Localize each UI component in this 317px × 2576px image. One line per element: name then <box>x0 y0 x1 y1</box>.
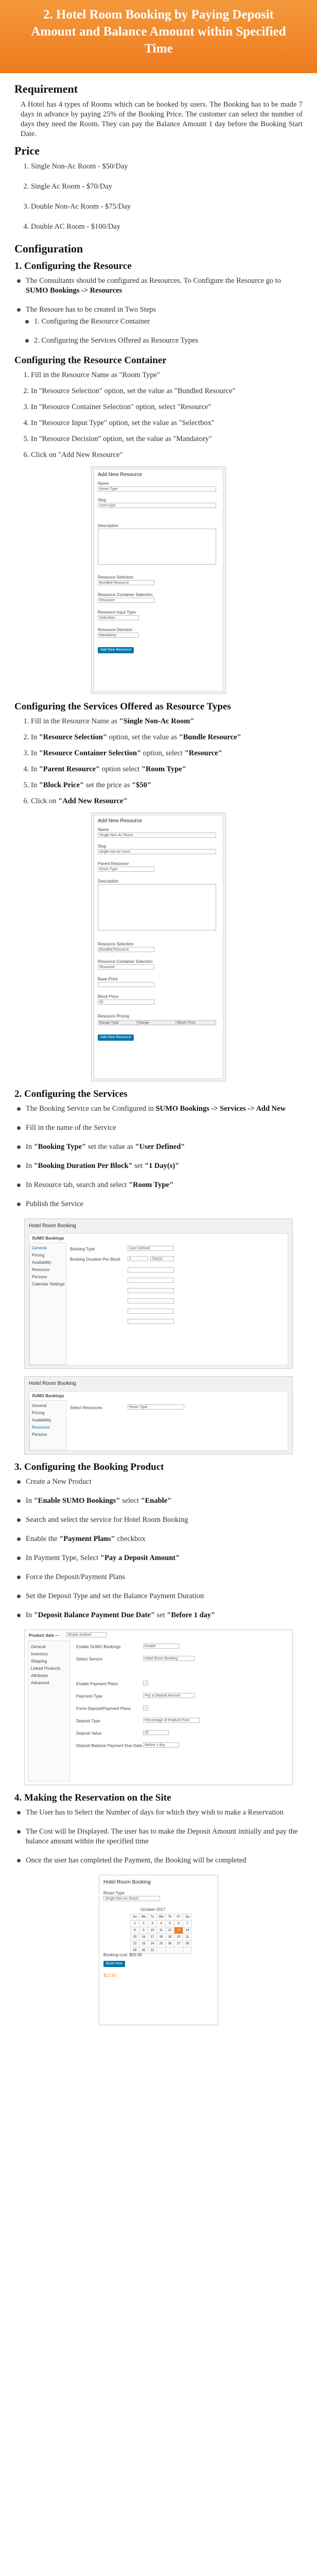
list-item: In "Booking Duration Per Block" set "1 Day(s)" <box>26 1161 303 1171</box>
slug-input[interactable]: room-type <box>98 503 216 508</box>
due-date-select[interactable]: Before 1 day <box>143 1742 179 1748</box>
list-item: Set the Deposit Type and set the Balance Payment Duration <box>26 1591 303 1601</box>
reservation-list <box>14 1808 303 1866</box>
price-list <box>14 162 303 232</box>
price-item: 2. Single Ac Room - $70/Day <box>31 182 303 192</box>
product-list <box>14 1477 303 1620</box>
price-item: 1. Single Non-Ac Room - $50/Day <box>31 162 303 172</box>
list-item: The Resoure has to be created in Two Steps 1. Configuring the Resource Container 2. Configuring the Services Offered as Resource Types <box>26 305 303 346</box>
tab-resource[interactable]: Resource <box>32 1425 50 1430</box>
service-title: Hotel Room Booking <box>29 1223 76 1229</box>
services-list <box>14 1104 303 1209</box>
services-resource-steps <box>14 717 303 806</box>
list-item: The Consultants should be configured as Resources. To Configure the Resource go to SUMO Bookings -> Resources <box>26 276 303 296</box>
add-new-resource-button[interactable]: Add New Resource <box>98 1035 134 1041</box>
step-item: 3. In "Resource Container Selection" option, select "Resource" <box>31 402 303 412</box>
list-item: Create a New Product <box>26 1477 303 1487</box>
product-heading: 3. Configuring the Booking Product <box>14 1462 164 1472</box>
list-item: In "Deposit Balance Payment Due Date" set "Before 1 day" <box>26 1611 303 1620</box>
container-heading: Configuring the Resource Container <box>14 355 167 366</box>
step-item: 3. In "Resource Container Selection" option, select "Resource" <box>31 749 303 758</box>
product-type-select[interactable]: Simple product <box>66 1632 107 1637</box>
deposit-value-input[interactable]: 25 <box>143 1730 169 1735</box>
step-item: 5. In "Resource Decision" option, set the value as "Mandatory" <box>31 434 303 444</box>
tab-advanced[interactable]: Advanced <box>31 1681 49 1685</box>
calendar-month: October 2017 <box>140 1907 166 1912</box>
banner-title: 2. Hotel Room Booking by Paying Deposit Amount and Balance Amount within Specified Time <box>31 8 286 56</box>
container-selection-select[interactable]: Resource <box>98 598 154 603</box>
list-item: In "Enable SUMO Bookings" select "Enable" <box>26 1496 303 1506</box>
screenshot-service-general: Hotel Room Booking SUMO Bookings General Pricing Availability Resource Persons Calendar Settings Booking Type User Defined Booking Duration Per Block 1 Day(s) <box>24 1218 293 1369</box>
list-item: Search and select the service for Hotel Room Booking <box>26 1515 303 1525</box>
payment-plans-checkbox[interactable]: ✓ <box>143 1681 148 1686</box>
tab-calendar-settings[interactable]: Calendar Settings <box>32 1282 65 1286</box>
force-deposit-checkbox[interactable]: ✓ <box>143 1705 148 1710</box>
deposit-type-select[interactable]: Percentage of Product Price <box>143 1718 200 1723</box>
step-item: 6. Click on "Add New Resource" <box>31 450 303 460</box>
form-title: Add New Resource <box>98 818 143 824</box>
screenshot-booking-form: Hotel Room Booking Room Type Single Non-Ac Room October 2017 Su Mo Tu We Th Fr Sa 1 2 3 4 5 6 7 8 9 10 11 12 13 14 15 16 17 18 19 20 21 22 23 24 25 26 27 28 29 30 31 Booking cost: $50.00 Book Now $12.50 <box>99 1875 218 2025</box>
list-item: The User has to Select the Number of days for which they wish to make a Reservation <box>26 1808 303 1818</box>
booking-type-select[interactable]: User Defined <box>128 1246 174 1251</box>
screenshot-add-resource-type: Add New Resource Name Single Non-Ac Room Slug single-non-ac-room Parent Resource Room Type Description Resource Selection Bundled Resource Resource Container Selection Resource Base Price Block Price 50 Resource Pricing Range Type Range Block Price Add New Resource <box>91 812 226 1081</box>
option-field[interactable] <box>128 1309 174 1314</box>
tab-general[interactable]: General <box>32 1246 47 1250</box>
tab-persons[interactable]: Persons <box>32 1432 47 1437</box>
price-heading: Price <box>14 144 40 157</box>
container-steps <box>14 370 303 460</box>
list-item: In Payment Type, Select "Pay a Deposit Amount" <box>26 1553 303 1563</box>
select-service-input[interactable]: Hotel Room Booking <box>143 1656 195 1661</box>
add-new-resource-button[interactable]: Add New Resource <box>98 647 134 653</box>
screenshot-service-resource: Hotel Room Booking SUMO Bookings General Pricing Availability Resource Persons Select Resources Room Type <box>24 1376 293 1454</box>
option-field[interactable] <box>128 1288 174 1293</box>
list-item: Publish the Service <box>26 1199 303 1209</box>
payment-type-select[interactable]: Pay a Deposit Amount <box>143 1693 195 1698</box>
list-item: Fill in the name of the Service <box>26 1123 303 1133</box>
list-item: The Cost will be Displayed. The user has to make the Deposit Amount initially and pay the balance amount within the specified time <box>26 1827 303 1846</box>
list-item: In Resource tab, search and select "Room Type" <box>26 1180 303 1190</box>
enable-sumo-select[interactable]: Enable <box>143 1643 179 1649</box>
services-resource-heading: Configuring the Services Offered as Resource Types <box>14 701 231 712</box>
slug-input[interactable]: single-non-ac-room <box>98 849 216 854</box>
reservation-heading: 4. Making the Reservation on the Site <box>14 1792 171 1803</box>
sub-item: 2. Configuring the Services Offered as Resource Types <box>34 336 303 346</box>
decision-select[interactable]: Mandatory <box>98 633 139 638</box>
list-item: Enable the "Payment Plans" checkbox <box>26 1534 303 1544</box>
step-item: 1. Fill in the Resource Name as "Room Type" <box>31 370 303 380</box>
tab-persons[interactable]: Persons <box>32 1275 47 1279</box>
sub-item: 1. Configuring the Resource Container <box>34 317 303 327</box>
tab-pricing[interactable]: Pricing <box>32 1411 45 1415</box>
resource-selection-select[interactable]: Bundled Resource <box>98 947 154 952</box>
pricing-col-range: Range <box>137 1020 176 1025</box>
list-item: In "Booking Type" set the value as "User Defined" <box>26 1142 303 1152</box>
screenshot-product-data: Product data — Simple product General Inventory Shipping Linked Products Attributes Advanced Enable SUMO Bookings Enable Select Service Hotel Room Booking Enable Payment Plans ✓ Payment Type Pay a Deposit Amount Force Deposit/Payment Plans ✓ Deposit Type Percentage of Product Price Deposit Value 25 Deposit Balance Payment Due Date Before 1 day <box>24 1630 293 1785</box>
option-field[interactable] <box>128 1267 174 1273</box>
configuration-heading: Configuration <box>14 242 83 255</box>
duration-unit-select[interactable]: Day(s) <box>150 1256 174 1261</box>
tab-pricing[interactable]: Pricing <box>32 1253 45 1258</box>
parent-resource-select[interactable]: Room Type <box>98 867 154 872</box>
block-price-input[interactable]: 50 <box>98 999 154 1005</box>
select-resources-input[interactable]: Room Type <box>128 1404 184 1410</box>
tab-availability[interactable]: Availability <box>32 1260 51 1265</box>
resource-heading: 1. Configuring the Resource <box>14 261 132 272</box>
service-title: Hotel Room Booking <box>29 1381 76 1386</box>
requirement-heading: Requirement <box>14 82 78 95</box>
step-item: 4. In "Parent Resource" option select "Room Type" <box>31 765 303 774</box>
option-field[interactable] <box>128 1319 174 1324</box>
name-input[interactable]: Single Non-Ac Room <box>98 833 216 838</box>
tab-inventory[interactable]: Inventory <box>31 1652 48 1656</box>
services-heading: 2. Configuring the Services <box>14 1089 128 1099</box>
document-body <box>14 77 303 2032</box>
base-price-input[interactable] <box>98 982 154 987</box>
step-item: 2. In "Resource Selection" option, set the value as "Bundle Resource" <box>31 733 303 742</box>
description-textarea[interactable] <box>98 884 216 930</box>
resource-list <box>14 276 303 346</box>
list-item: Force the Deposit/Payment Plans <box>26 1572 303 1582</box>
option-field[interactable] <box>128 1278 174 1283</box>
tab-general[interactable]: General <box>31 1645 46 1649</box>
name-input[interactable]: Room Type <box>98 486 216 492</box>
price-item: 3. Double Non-Ac Room - $75/Day <box>31 202 303 212</box>
tab-resource[interactable]: Resource <box>32 1267 50 1272</box>
step-item: 5. In "Block Price" set the price as "$50" <box>31 781 303 790</box>
list-item: The Booking Service can be Configured in SUMO Bookings -> Services -> Add New <box>26 1104 303 1114</box>
duration-input[interactable]: 1 <box>128 1256 148 1261</box>
container-selection-select[interactable]: Resource <box>98 964 154 970</box>
form-title: Add New Resource <box>98 472 143 478</box>
tab-linked-products[interactable]: Linked Products <box>31 1666 61 1671</box>
product-title: Hotel Room Booking <box>103 1879 151 1885</box>
tab-general[interactable]: General <box>32 1403 47 1408</box>
input-type-select[interactable]: Selectbox <box>98 615 139 620</box>
step-item: 1. Fill in the Resource Name as "Single Non-Ac Room" <box>31 717 303 726</box>
screenshot-add-resource-container: Add New Resource Name Room Type Slug room-type Description Resource Selection Bundled Resource Resource Container Selection Resource Resource Input Type Selectbox Resource Decision Mandatory Add New Resource <box>91 466 226 694</box>
tab-shipping[interactable]: Shipping <box>31 1659 47 1664</box>
deposit-amount: $12.50 <box>103 1973 116 1978</box>
option-field[interactable] <box>128 1298 174 1303</box>
step-item: 2. In "Resource Selection" option, set the value as "Bundled Resource" <box>31 386 303 396</box>
book-now-button[interactable]: Book Now <box>103 1961 125 1967</box>
requirement-text: A Hotel has 4 types of Rooms which can be booked by users. The Booking has to be made 7 days in advance by paying 25% of the Booking Price. The customer can select the number of days they need the Room. They can pay the Balance Amount 1 day before the Booking Start Date. <box>21 100 303 138</box>
pricing-col-block-price: Block Price <box>176 1020 216 1025</box>
step-item: 4. In "Resource Input Type" option, set the value as "Selectbox" <box>31 418 303 428</box>
sub-list <box>26 317 303 346</box>
tab-attributes[interactable]: Attributes <box>31 1673 48 1678</box>
page-banner <box>0 0 317 73</box>
booking-cost: Booking cost: $50.00 <box>103 1953 142 1957</box>
price-item: 4. Double AC Room - $100/Day <box>31 222 303 232</box>
room-type-select[interactable]: Single Non-Ac Room <box>103 1896 160 1901</box>
description-textarea[interactable] <box>98 529 216 565</box>
resource-selection-select[interactable]: Bundled Resource <box>98 580 154 585</box>
pricing-col-range-type: Range Type <box>98 1020 137 1025</box>
tab-availability[interactable]: Availability <box>32 1418 51 1422</box>
list-item: Once the user has completed the Payment, the Booking will be completed <box>26 1856 303 1866</box>
booking-calendar[interactable]: Su Mo Tu We Th Fr Sa 1 2 3 4 5 6 7 8 9 10 11 12 13 14 15 16 17 18 19 20 21 22 23 24 25 26 27 28 29 30 31 <box>130 1913 192 1954</box>
step-item: 6. Click on "Add New Resource" <box>31 796 303 806</box>
